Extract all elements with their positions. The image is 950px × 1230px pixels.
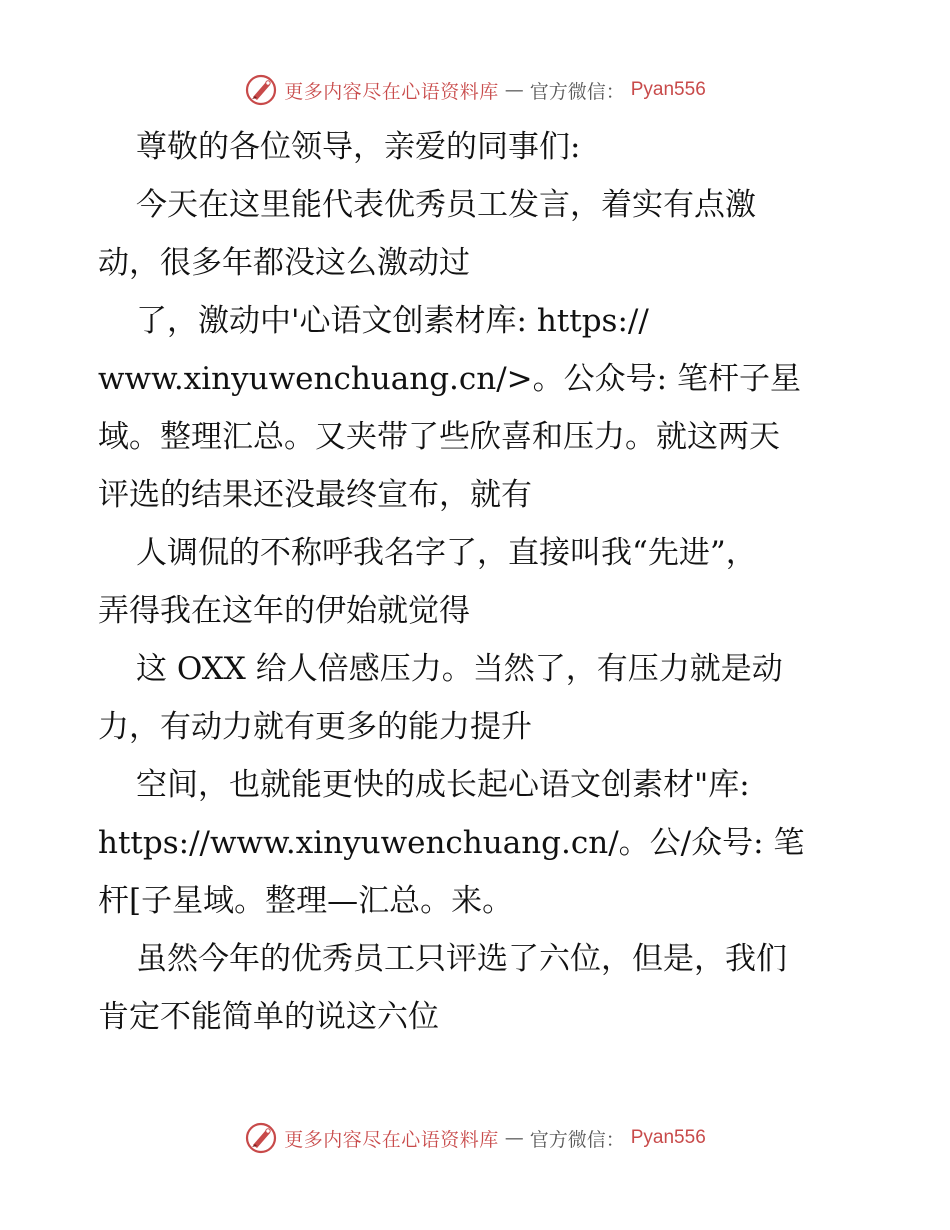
footer-banner xyxy=(0,1118,950,1158)
body-line: 杆[子星域。整理—汇总。来。 xyxy=(98,883,514,919)
header-dash: — xyxy=(504,79,524,101)
footer-wechat-id: Pyan556 xyxy=(630,1127,706,1148)
header-wechat-label: 官方微信： xyxy=(529,80,625,103)
footer-wechat-label: 官方微信： xyxy=(529,1128,625,1151)
body-line: 域。整理汇总。又夹带了些欣喜和压力。就这两天 xyxy=(98,419,780,455)
body-line: 了，激动中'心语文创素材库: https:// xyxy=(136,303,649,339)
header-banner xyxy=(0,70,950,110)
body-line: 弄得我在这年的伊始就觉得 xyxy=(98,593,470,629)
body-line: 这 OXX 给人倍感压力。当然了，有压力就是动 xyxy=(136,651,783,687)
body-line: 肯定不能简单的说这六位 xyxy=(98,999,439,1035)
body-line: 动，很多年都没这么激动过 xyxy=(98,245,470,281)
body-line: 人调侃的不称呼我名字了，直接叫我“先进”， xyxy=(136,535,757,571)
body-line: https://www.xinyuwenchuang.cn/。公/众号: 笔 xyxy=(98,825,805,861)
body-line: www.xinyuwenchuang.cn/>。公众号: 笔杆子星 xyxy=(98,361,801,397)
body-line: 空间，也就能更快的成长起心语文创素材"库: xyxy=(136,767,750,803)
header-brand-text: 更多内容尽在心语资料库 xyxy=(284,80,499,103)
body-line: 力，有动力就有更多的能力提升 xyxy=(98,709,532,745)
body-line: 尊敬的各位领导，亲爱的同事们: xyxy=(136,129,581,165)
footer-brand-text: 更多内容尽在心语资料库 xyxy=(284,1128,499,1151)
brush-pen-logo-icon xyxy=(244,73,278,107)
header-wechat-id: Pyan556 xyxy=(630,79,706,100)
footer-dash: — xyxy=(504,1127,524,1149)
body-line: 评选的结果还没最终宣布，就有 xyxy=(98,477,532,513)
body-line: 今天在这里能代表优秀员工发言，着实有点激 xyxy=(136,187,756,223)
brush-pen-logo-icon xyxy=(244,1121,278,1155)
body-line: 虽然今年的优秀员工只评选了六位，但是，我们 xyxy=(136,941,787,977)
speech-body xyxy=(98,118,858,1046)
